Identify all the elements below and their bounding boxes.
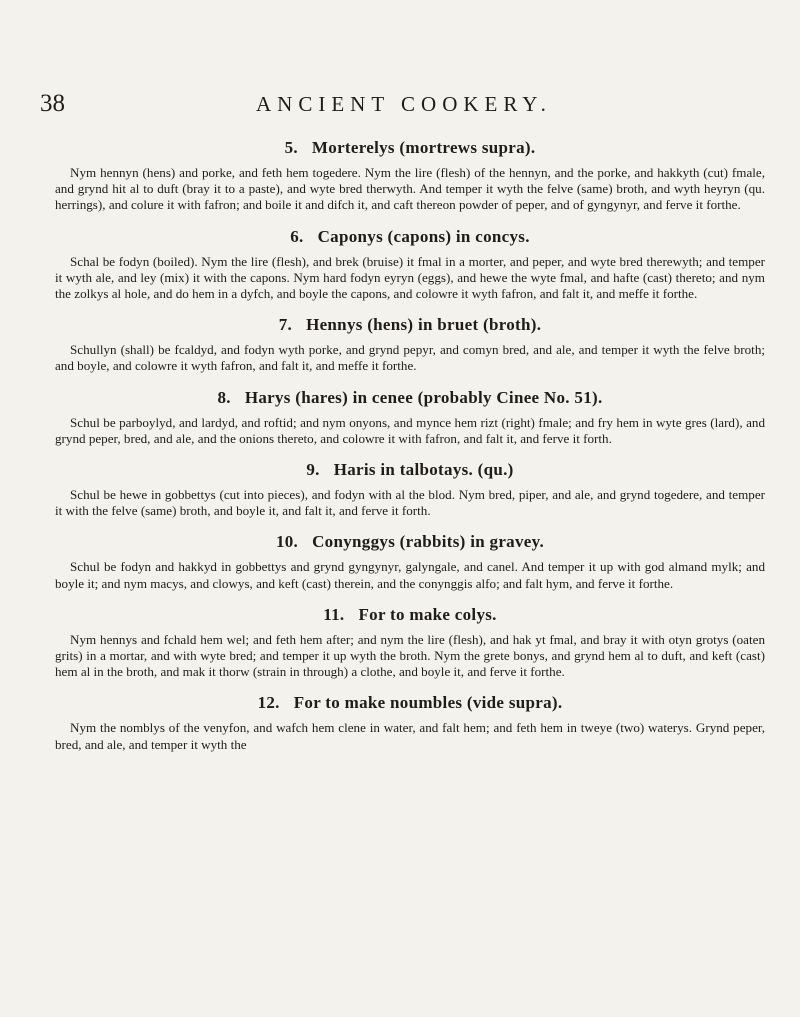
recipe-title-text: Hennys (hens) in bruet (broth). (306, 315, 542, 335)
recipe-text: Schal be fodyn (boiled). Nym the lire (flesh), and brek (bruise) it fmal in a morter, and peper, and wyte bred therewyth; and temper it wyth ale, and ley (mix) it with the capons. Nym hard fodyn eyryn (eggs), and hewe the wyte fmal, and hafte (cast) thereto; and nym the zolkys al hole, and do hem in a dyfch, and boyle the capons, and colowre it wyth fafron, and falt it, and meffe it forthe. (55, 253, 765, 302)
recipe-section (55, 315, 765, 374)
recipe-title (55, 605, 765, 625)
recipe-number: 12. (257, 693, 280, 713)
recipe-number: 11. (323, 604, 345, 624)
recipe-text: Schullyn (shall) be fcaldyd, and fodyn wyth porke, and grynd pepyr, and comyn bred, and ale, and temper it wyth the felve broth; and boyle, and colowre it wyth fafron, and falt it, and meffe it forthe. (55, 342, 765, 374)
recipe-text: Nym hennyn (hens) and porke, and feth hem togedere. Nym the lire (flesh) of the hennyn, and the porke, and hakkyth (cut) fmale, and grynd hit al to duft (bray it to a paste), and wyte bred therwyth. And temper it wyth the felve (same) broth, and wyth heyryn (qu. herrings), and colure it with fafron; and boile it and difch it, and caft thereon powder of peper, and of gyngynyr, and ferve it forthe. (55, 165, 765, 213)
recipe-title (55, 532, 765, 552)
recipe-section (55, 388, 765, 447)
recipe-title (55, 227, 765, 247)
recipe-text: Nym the nomblys of the venyfon, and wafch hem clene in water, and falt hem; and feth hem in tweye (two) waterys. Grynd peper, bred, and ale, and temper it wyth the (55, 720, 765, 752)
recipe-text: Nym hennys and fchald hem wel; and feth hem after; and nym the lire (flesh), and hak yt fmal, and bray it with otyn grotys (oaten grits) in a mortar, and with wyte bred; and temper it up wyth the broth. Nym the grete bonys, and grynd hem al to duft, and keft (cast) hem al in the broth, and mak it thorw (strain in through) a clothe, and boyle it, and ferve it forthe. (55, 631, 765, 680)
recipe-title (55, 138, 765, 158)
recipe-number: 10. (275, 532, 299, 552)
recipe-number: 7. (278, 315, 293, 335)
recipe-section (55, 138, 765, 214)
recipe-number: 5. (284, 138, 298, 157)
recipe-section (55, 532, 765, 591)
recipe-number: 8. (217, 387, 231, 407)
recipe-text: Schul be fodyn and hakkyd in gobbettys and grynd gyngynyr, galyngale, and canel. And temper it up with god almand mylk; and boyle it; and nym macys, and clowys, and keft (cast) therein, and the conynggis alfo; and falt hym, and ferve it forthe. (55, 559, 765, 591)
recipe-text: Schul be parboylyd, and lardyd, and roftid; and nym onyons, and mynce hem rizt (right) fmale; and fry hem in wyte gres (lard), and grynd peper, bred, and ale, and the onions thereto, and colowre it with fafron, and falt it, and ferve it forth. (55, 414, 765, 446)
recipe-title-text: Caponys (capons) in concys. (317, 226, 530, 246)
recipe-title-text: For to make noumbles (vide supra). (293, 693, 563, 713)
recipe-number: 6. (290, 226, 304, 246)
recipe-number: 9. (306, 460, 320, 480)
recipe-title (55, 315, 765, 335)
recipe-section (55, 227, 765, 303)
recipe-section (55, 460, 765, 519)
recipe-section (55, 693, 765, 752)
recipe-section (55, 605, 765, 681)
recipe-text: Schul be hewe in gobbettys (cut into pieces), and fodyn with al the blod. Nym bred, piper, and ale, and grynd togedere, and temper it with the felve (same) broth, and boyle it, and falt it, and ferve it forth. (55, 487, 765, 519)
recipe-title-text: For to make colys. (358, 604, 497, 624)
recipe-title-text: Harys (hares) in cenee (probably Cinee No. 51). (244, 387, 603, 407)
recipes-body (55, 138, 765, 766)
recipe-title (55, 388, 765, 408)
recipe-title (55, 460, 765, 480)
page-number: 38 (40, 90, 65, 117)
recipe-title-text: Morterelys (mortrews supra). (311, 138, 536, 157)
recipe-title-text: Conynggys (rabbits) in gravey. (312, 532, 545, 552)
recipe-title-text: Haris in talbotays. (qu.) (333, 460, 514, 480)
running-title: ANCIENT COOKERY. (256, 92, 552, 116)
recipe-title (55, 693, 765, 713)
page-header (40, 90, 760, 124)
